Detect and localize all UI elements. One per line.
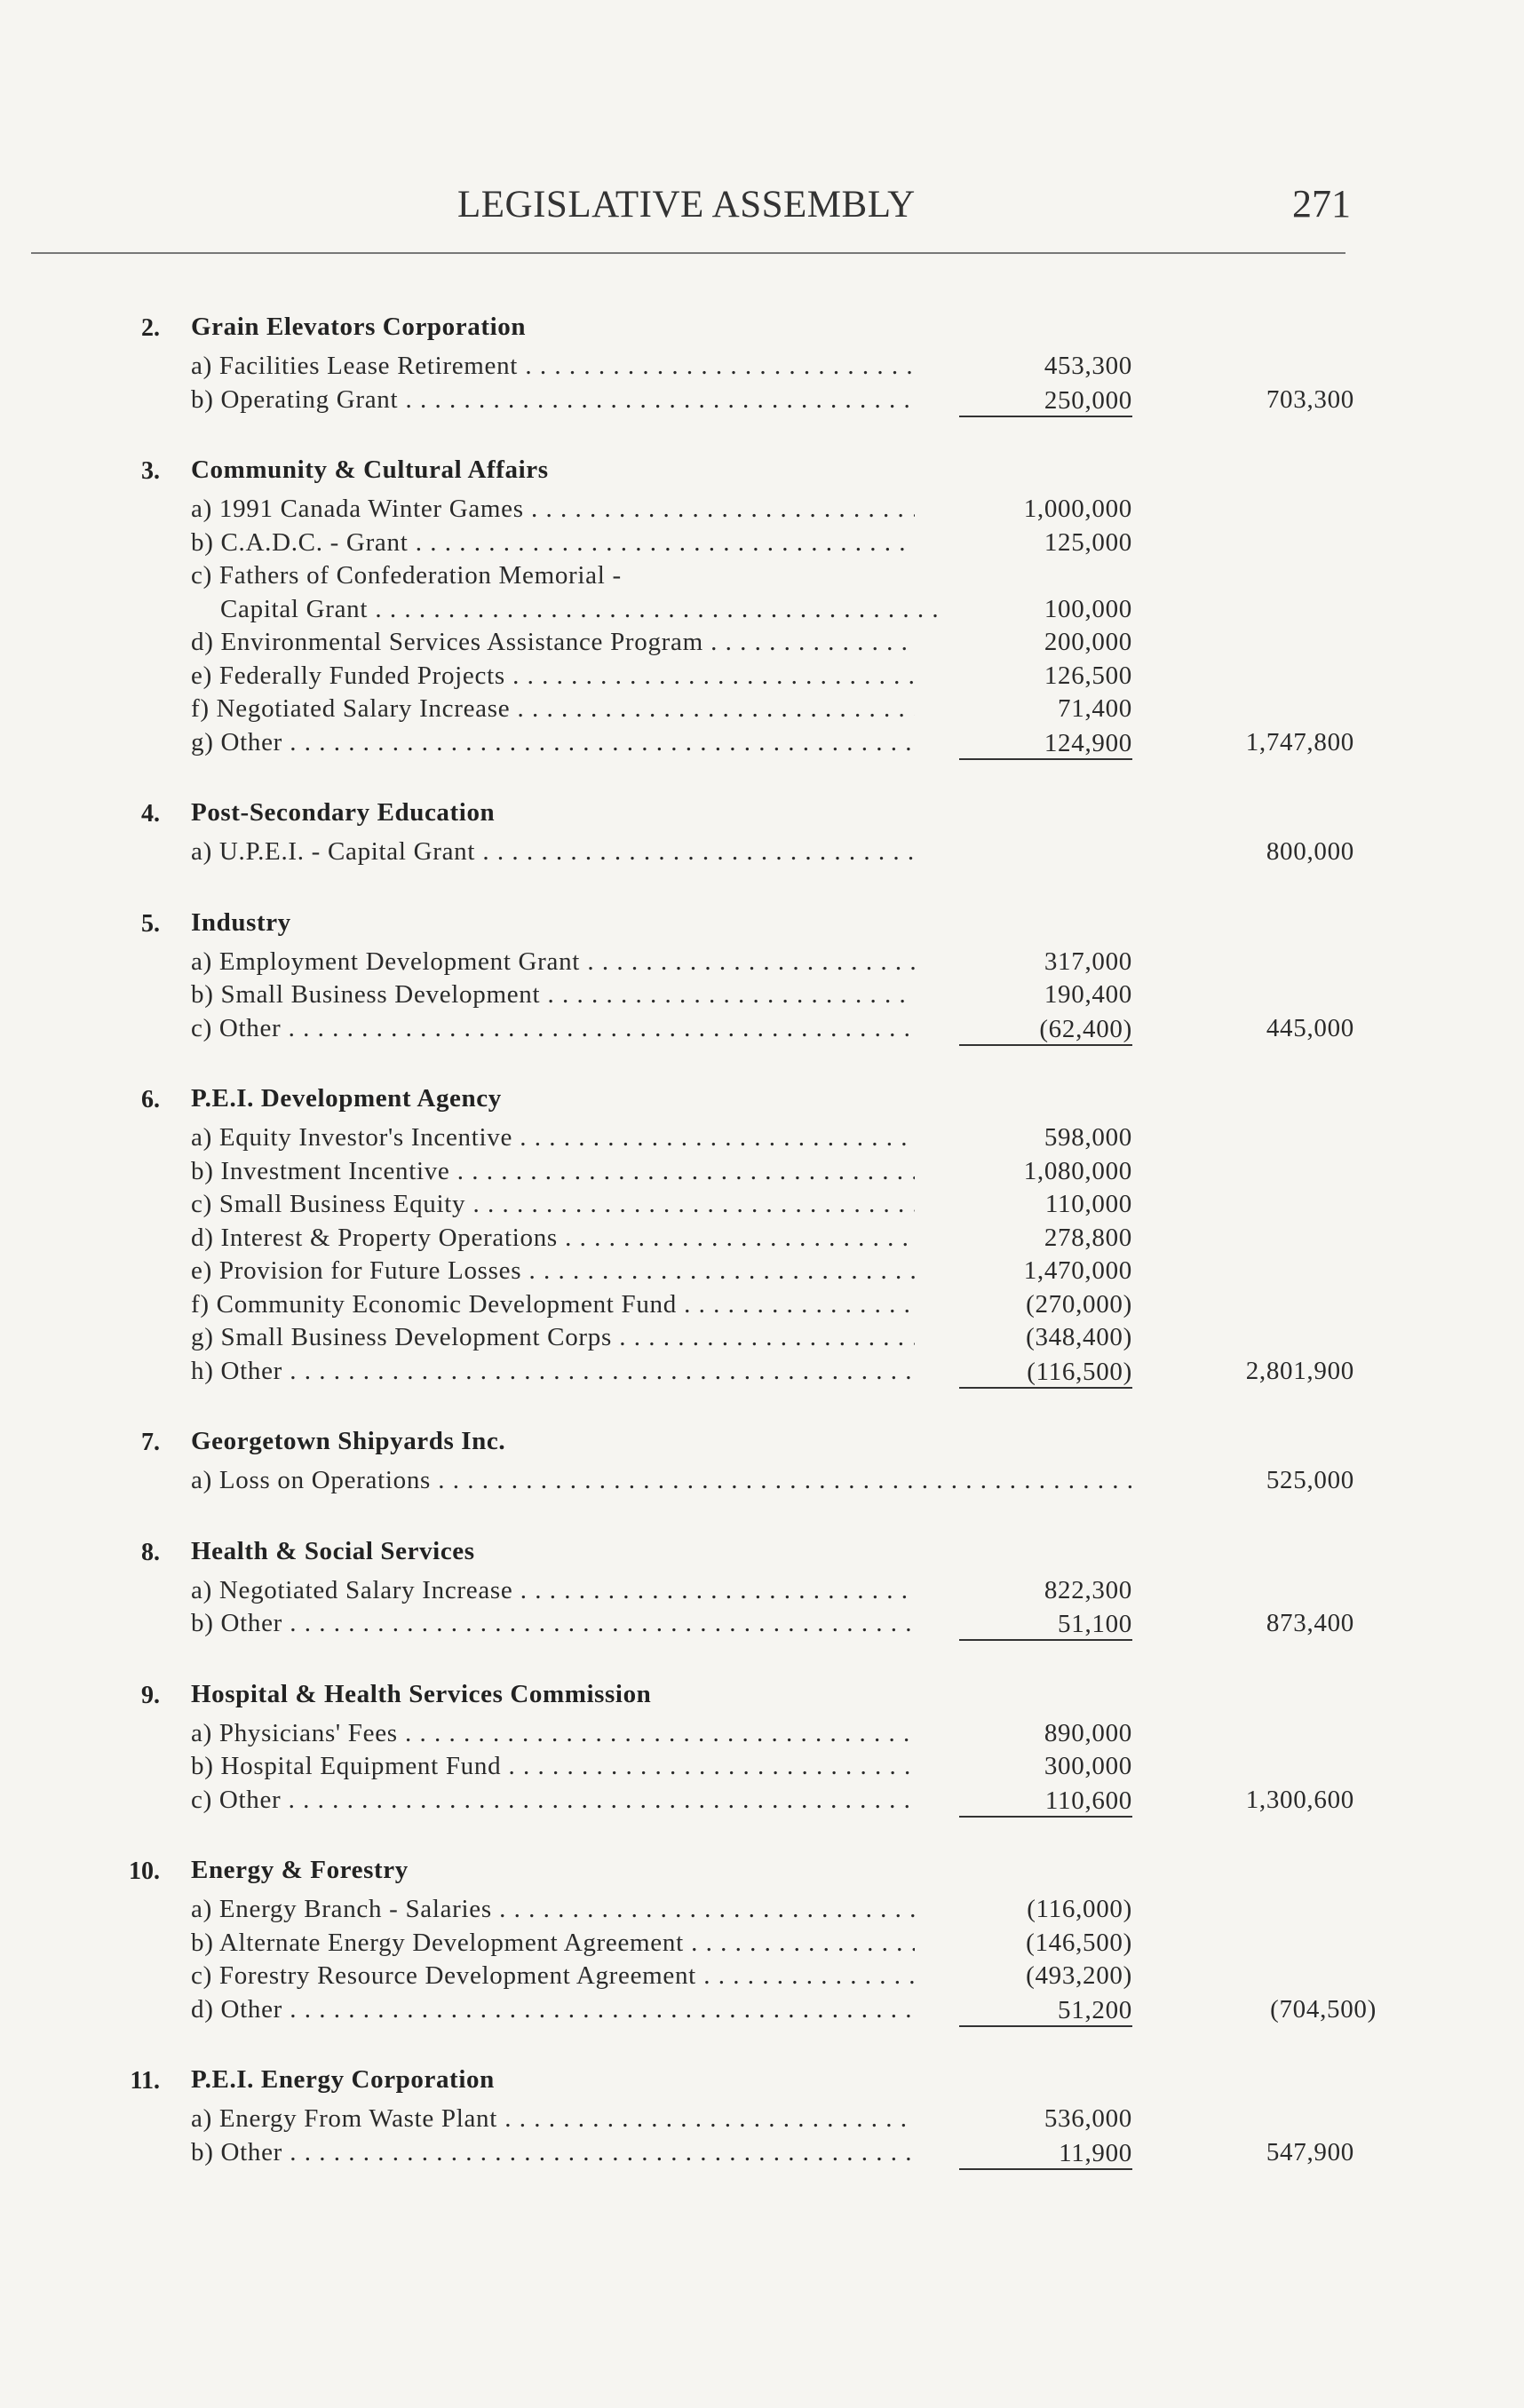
item-label: b) Hospital Equipment Fund . . . xyxy=(191,1752,915,1781)
item-label: e) Federally Funded Projects . . . xyxy=(191,661,915,691)
section-number: 11. xyxy=(130,2067,160,2095)
line-item xyxy=(0,1157,1524,1191)
section-heading xyxy=(0,1082,1524,1123)
line-item xyxy=(0,1466,1524,1500)
section-number: 8. xyxy=(141,1538,160,1566)
item-label: c) Other . . . xyxy=(191,1014,915,1043)
line-item xyxy=(0,561,1524,595)
section-heading xyxy=(0,907,1524,947)
section-total: 445,000 xyxy=(1266,1013,1354,1042)
item-label: b) Investment Incentive . . . xyxy=(191,1157,915,1186)
item-amount: 822,300 xyxy=(1044,1575,1132,1604)
section-heading xyxy=(0,1425,1524,1466)
section xyxy=(0,796,1524,871)
section-title: Health & Social Services xyxy=(191,1536,475,1565)
item-label: c) Small Business Equity . . . xyxy=(191,1190,915,1219)
section-number: 10. xyxy=(129,1857,160,1885)
line-item xyxy=(0,980,1524,1014)
line-item xyxy=(0,837,1524,871)
item-label: b) Alternate Energy Development Agreement . . . xyxy=(191,1929,915,1958)
section-heading xyxy=(0,1678,1524,1719)
line-item xyxy=(0,1719,1524,1753)
line-item xyxy=(0,1929,1524,1962)
section-total: 547,900 xyxy=(1266,2137,1354,2166)
section-title: Industry xyxy=(191,907,291,937)
section-title: P.E.I. Energy Corporation xyxy=(191,2065,495,2094)
line-item xyxy=(0,661,1524,695)
page-header xyxy=(0,176,1524,238)
item-label: b) Small Business Development . . . xyxy=(191,980,915,1010)
section-total: 525,000 xyxy=(1266,1466,1354,1494)
item-amount: 11,900 xyxy=(959,2138,1132,2170)
line-item xyxy=(0,1123,1524,1157)
item-label: a) Facilities Lease Retirement . . . xyxy=(191,352,915,381)
item-amount: 536,000 xyxy=(1044,2104,1132,2133)
section xyxy=(0,454,1524,761)
line-item xyxy=(0,1961,1524,1995)
item-amount: 278,800 xyxy=(1044,1223,1132,1252)
section-title: P.E.I. Development Agency xyxy=(191,1084,502,1113)
line-item xyxy=(0,352,1524,385)
item-amount: (493,200) xyxy=(1026,1961,1132,1990)
line-item xyxy=(0,1256,1524,1290)
item-label: c) Fathers of Confederation Memorial - xyxy=(191,561,622,590)
item-label: b) Other . . . xyxy=(191,2138,915,2167)
item-amount: 1,000,000 xyxy=(1023,495,1132,523)
line-item xyxy=(0,495,1524,528)
section-title: Georgetown Shipyards Inc. xyxy=(191,1427,506,1455)
section-title: Community & Cultural Affairs xyxy=(191,455,549,484)
section xyxy=(0,311,1524,418)
section-title: Post-Secondary Education xyxy=(191,798,496,827)
line-item xyxy=(0,2138,1524,2172)
line-item xyxy=(0,595,1524,629)
line-item xyxy=(0,1323,1524,1357)
item-amount: 110,000 xyxy=(1044,1190,1132,1218)
item-amount: (116,000) xyxy=(1027,1895,1132,1923)
section xyxy=(0,2063,1524,2171)
section-heading xyxy=(0,1854,1524,1895)
item-amount: 126,500 xyxy=(1044,661,1132,690)
line-item xyxy=(0,1995,1524,2029)
item-label: a) U.P.E.I. - Capital Grant . . . xyxy=(191,837,915,867)
item-label: c) Other . . . xyxy=(191,1786,915,1815)
item-label: a) 1991 Canada Winter Games . . . xyxy=(191,495,915,524)
item-label: a) Energy From Waste Plant . . . xyxy=(191,2104,915,2134)
section xyxy=(0,1854,1524,2028)
item-label: d) Environmental Services Assistance Program . . . xyxy=(191,628,915,657)
item-label: a) Negotiated Salary Increase . . . xyxy=(191,1576,915,1605)
line-item xyxy=(0,1895,1524,1929)
header-divider xyxy=(31,252,1345,254)
item-label: b) C.A.D.C. - Grant . . . xyxy=(191,528,915,558)
section-number: 4. xyxy=(141,800,160,828)
item-label: d) Interest & Property Operations . . . xyxy=(191,1224,915,1253)
page-title: LEGISLATIVE ASSEMBLY xyxy=(457,184,916,226)
line-item xyxy=(0,728,1524,762)
section-total: 1,747,800 xyxy=(1245,727,1354,756)
item-amount: 200,000 xyxy=(1044,628,1132,656)
section-heading xyxy=(0,796,1524,837)
section-total: 2,801,900 xyxy=(1245,1356,1354,1385)
section-heading xyxy=(0,311,1524,352)
item-amount: 51,200 xyxy=(959,1995,1132,2027)
item-label: a) Employment Development Grant . . . xyxy=(191,947,915,977)
line-item xyxy=(0,1224,1524,1257)
item-label: a) Physicians' Fees . . . xyxy=(191,1719,915,1748)
line-item xyxy=(0,1752,1524,1786)
item-label: a) Equity Investor's Incentive . . . xyxy=(191,1123,915,1153)
item-label: Capital Grant . . . xyxy=(220,595,944,624)
line-item xyxy=(0,385,1524,419)
item-amount: 190,400 xyxy=(1044,980,1132,1009)
section-title: Energy & Forestry xyxy=(191,1856,409,1884)
item-label: g) Other . . . xyxy=(191,728,915,757)
item-label: g) Small Business Development Corps . . . xyxy=(191,1323,915,1352)
section xyxy=(0,1082,1524,1390)
section-heading xyxy=(0,454,1524,495)
item-amount: 71,400 xyxy=(1058,694,1132,723)
page-number: 271 xyxy=(1292,182,1351,226)
item-label: b) Other . . . xyxy=(191,1609,915,1638)
item-amount: 317,000 xyxy=(1044,947,1132,976)
line-item xyxy=(0,1014,1524,1048)
section xyxy=(0,907,1524,1048)
line-item xyxy=(0,1609,1524,1643)
section-number: 7. xyxy=(141,1429,160,1456)
item-label: c) Forestry Resource Development Agreement . . . xyxy=(191,1961,915,1991)
section-heading xyxy=(0,1535,1524,1576)
line-item xyxy=(0,1290,1524,1324)
item-amount: (62,400) xyxy=(959,1014,1132,1046)
line-item xyxy=(0,1357,1524,1390)
line-item xyxy=(0,528,1524,562)
item-amount: 124,900 xyxy=(959,728,1132,760)
item-amount: (146,500) xyxy=(1026,1928,1132,1957)
item-label: a) Energy Branch - Salaries . . . xyxy=(191,1895,915,1924)
item-amount: 598,000 xyxy=(1044,1123,1132,1152)
section xyxy=(0,1678,1524,1819)
appropriations-list xyxy=(0,311,1524,2206)
item-label: b) Operating Grant . . . xyxy=(191,385,915,415)
section-title: Hospital & Health Services Commission xyxy=(191,1679,652,1708)
item-label: f) Negotiated Salary Increase . . . xyxy=(191,694,915,724)
item-label: e) Provision for Future Losses . . . xyxy=(191,1256,915,1286)
section-title: Grain Elevators Corporation xyxy=(191,313,527,341)
item-amount: 250,000 xyxy=(959,385,1132,417)
section-number: 2. xyxy=(141,314,160,342)
item-label: f) Community Economic Development Fund . . . xyxy=(191,1290,915,1319)
section-total: 703,300 xyxy=(1266,384,1354,414)
item-label: h) Other . . . xyxy=(191,1357,915,1386)
section-number: 6. xyxy=(141,1086,160,1113)
item-amount: 890,000 xyxy=(1044,1718,1132,1747)
line-item xyxy=(0,694,1524,728)
item-amount: (348,400) xyxy=(1026,1323,1132,1351)
section-heading xyxy=(0,2063,1524,2104)
item-amount: 1,080,000 xyxy=(1023,1156,1132,1185)
line-item xyxy=(0,2104,1524,2138)
line-item xyxy=(0,1786,1524,1819)
item-label: d) Other . . . xyxy=(191,1995,915,2024)
line-item xyxy=(0,628,1524,661)
section xyxy=(0,1425,1524,1500)
section-number: 3. xyxy=(141,457,160,485)
item-label: a) Loss on Operations . . . xyxy=(191,1466,1141,1495)
item-amount: 100,000 xyxy=(1044,594,1132,623)
item-amount: (116,500) xyxy=(959,1357,1132,1389)
item-amount: 1,470,000 xyxy=(1023,1256,1132,1285)
section-number: 5. xyxy=(141,909,160,938)
section-total: (704,500) xyxy=(1270,1994,1377,2024)
section-number: 9. xyxy=(141,1681,160,1709)
section-total: 800,000 xyxy=(1266,837,1354,866)
section-total: 873,400 xyxy=(1266,1609,1354,1637)
line-item xyxy=(0,947,1524,981)
item-amount: 453,300 xyxy=(1044,352,1132,380)
item-amount: 110,600 xyxy=(959,1786,1132,1818)
section-total: 1,300,600 xyxy=(1245,1785,1354,1814)
line-item xyxy=(0,1190,1524,1224)
item-amount: (270,000) xyxy=(1026,1289,1132,1319)
item-amount: 51,100 xyxy=(959,1609,1132,1641)
section xyxy=(0,1535,1524,1643)
line-item xyxy=(0,1576,1524,1610)
item-amount: 300,000 xyxy=(1044,1752,1132,1780)
item-amount: 125,000 xyxy=(1044,527,1132,557)
